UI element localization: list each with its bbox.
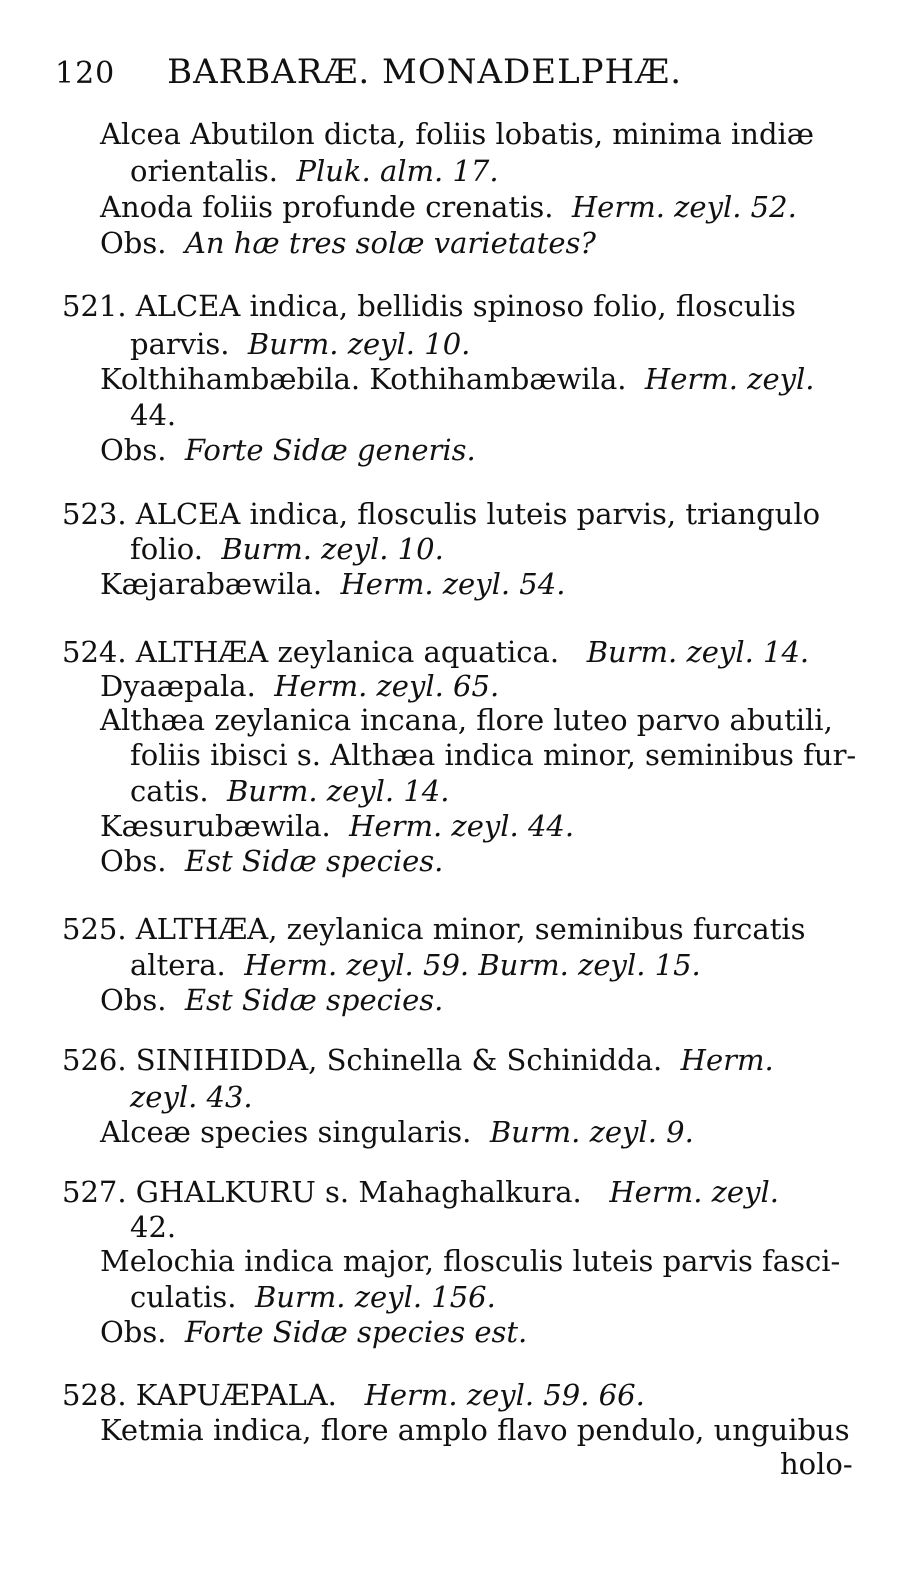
text-line: Alceæ species singularis. Burm. zeyl. 9. (100, 1115, 694, 1149)
entry-heading: 527. GHALKURU s. Mahaghalkura. Herm. zeyl. (62, 1175, 779, 1209)
text-line: Obs. Est Sidæ species. (100, 844, 444, 878)
text-line: folio. Burm. zeyl. 10. (130, 532, 444, 566)
text-line: Obs. Forte Sidæ generis. (100, 433, 476, 467)
entry-heading: 526. SINIHIDDA, Schinella & Schinidda. Herm. (62, 1043, 774, 1077)
page-number: 120 (55, 56, 116, 91)
text-line: Kæjarabæwila. Herm. zeyl. 54. (100, 567, 566, 601)
text-line: altera. Herm. zeyl. 59. Burm. zeyl. 15. (130, 948, 701, 982)
text-line: Kolthihambæbila. Kothihambæwila. Herm. zeyl. (100, 362, 815, 396)
text-line: foliis ibisci s. Althæa indica minor, seminibus fur- (130, 738, 857, 772)
catchword: holo- (780, 1447, 853, 1481)
text-line: zeyl. 43. (130, 1080, 253, 1114)
text-line: Obs. Est Sidæ species. (100, 983, 444, 1017)
entry-heading: 523. ALCEA indica, flosculis luteis parvis, triangulo (62, 497, 821, 531)
running-header (55, 52, 682, 92)
text-line: Anoda foliis profunde crenatis. Herm. zeyl. 52. (100, 190, 797, 224)
text-line: Ketmia indica, flore amplo flavo pendulo, unguibus (100, 1413, 850, 1447)
text-line: 44. (130, 398, 177, 432)
entry-heading: 524. ALTHÆA zeylanica aquatica. Burm. zeyl. 14. (62, 635, 810, 669)
text-line: Althæa zeylanica incana, flore luteo parvo abutili, (100, 703, 833, 737)
text-line: 42. (130, 1210, 177, 1244)
text-line: parvis. Burm. zeyl. 10. (130, 327, 471, 361)
text-line: Obs. An hæ tres solæ varietates? (100, 226, 596, 260)
running-title: BARBARÆ. MONADELPHÆ. (167, 52, 683, 92)
entry-heading: 525. ALTHÆA, zeylanica minor, seminibus furcatis (62, 912, 806, 946)
text-line: culatis. Burm. zeyl. 156. (130, 1280, 496, 1314)
entry-heading: 521. ALCEA indica, bellidis spinoso folio, flosculis (62, 289, 796, 323)
text-line: Alcea Abutilon dicta, foliis lobatis, minima indiæ (100, 117, 815, 151)
text-line: Kæsurubæwila. Herm. zeyl. 44. (100, 809, 575, 843)
text-line: orientalis. Pluk. alm. 17. (130, 154, 499, 188)
text-line: Melochia indica major, flosculis luteis parvis fasci- (100, 1244, 841, 1278)
text-line: catis. Burm. zeyl. 14. (130, 774, 450, 808)
text-line: Obs. Forte Sidæ species est. (100, 1315, 528, 1349)
text-line: Dyaæpala. Herm. zeyl. 65. (100, 669, 500, 703)
entry-heading: 528. KAPUÆPALA. Herm. zeyl. 59. 66. (62, 1378, 645, 1412)
